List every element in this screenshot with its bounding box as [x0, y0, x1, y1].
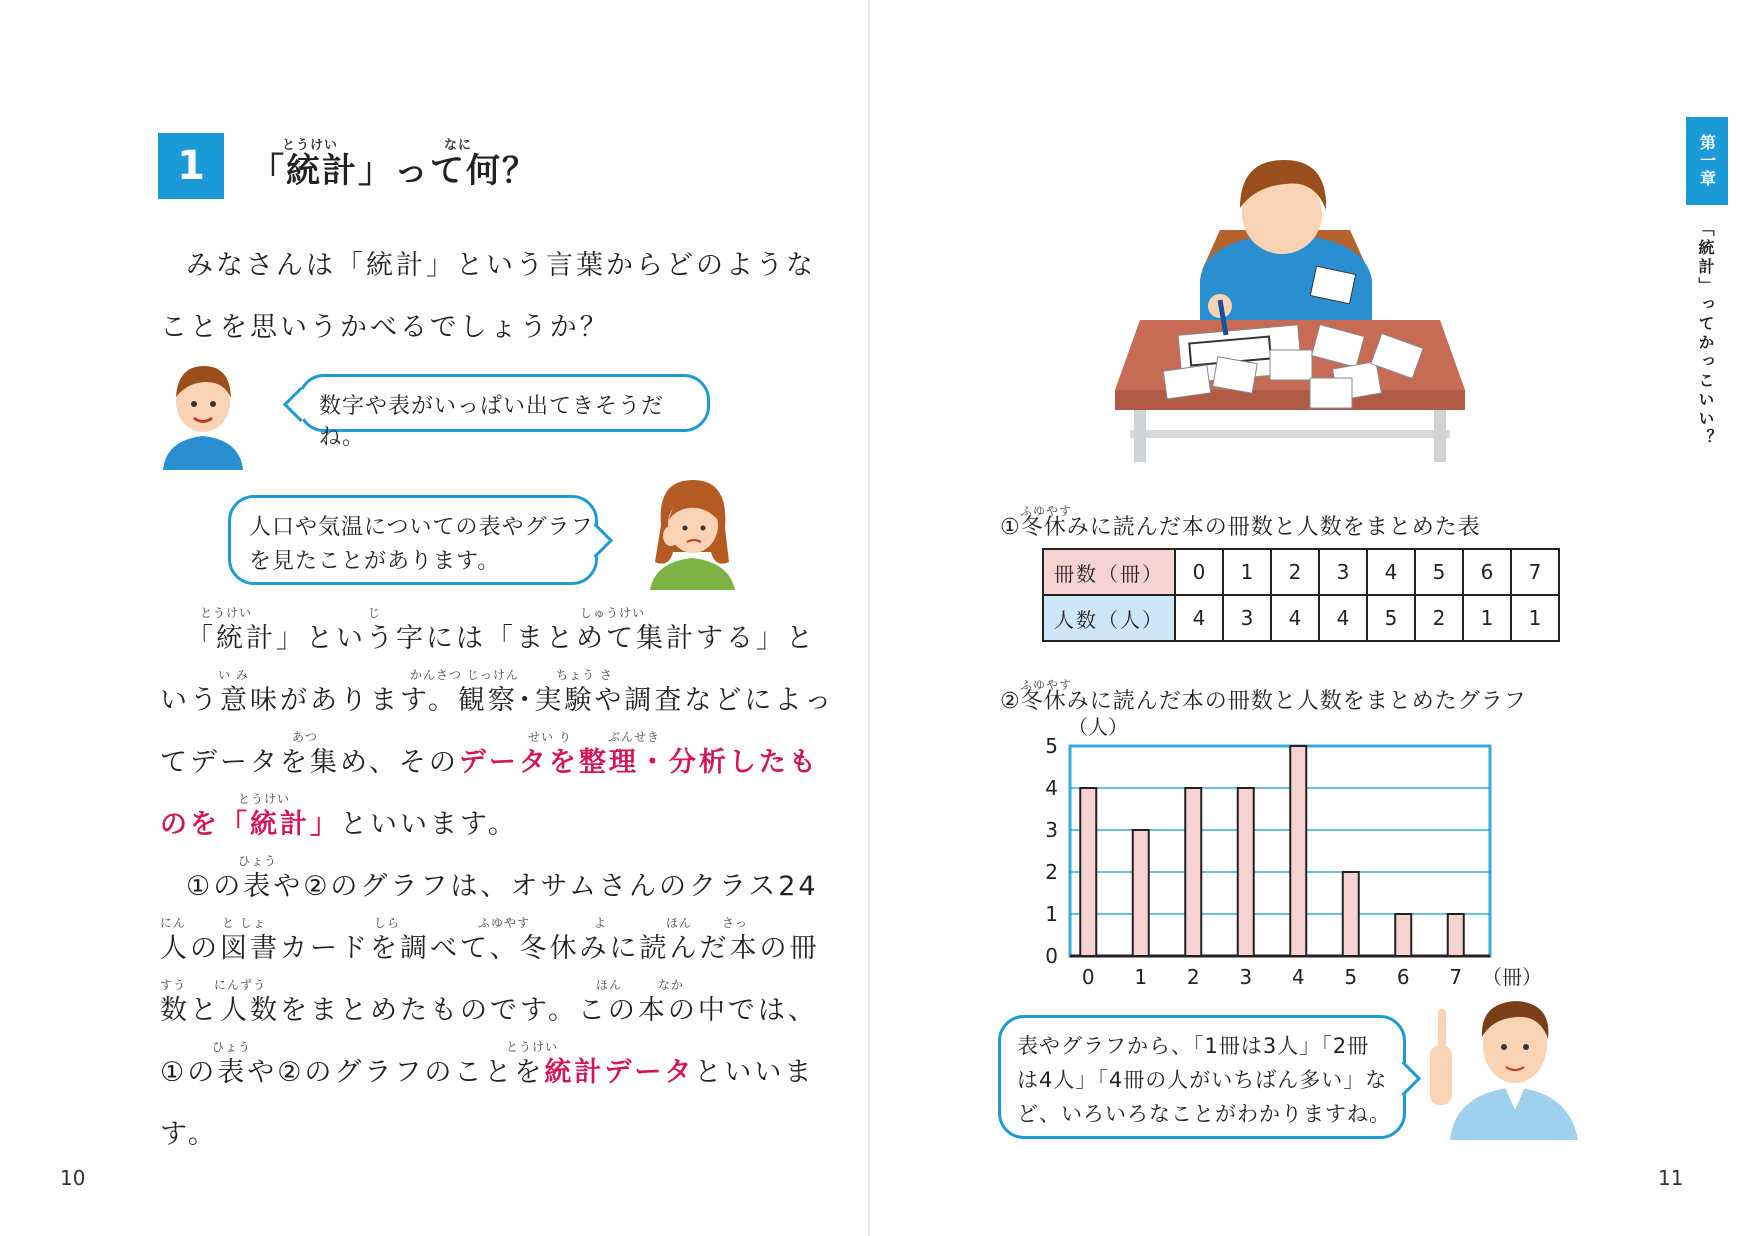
- speech-bubble-teacher: [998, 1015, 1406, 1139]
- table-cell: 3: [1223, 595, 1271, 641]
- ruby: ひょう: [212, 1040, 252, 1054]
- y-tick-label: 3: [1045, 818, 1058, 842]
- bubble-teacher-line-3: ど、いろいろなことがわかりますね。: [1017, 1102, 1391, 1126]
- chapter-tab: 第一章: [1686, 117, 1728, 205]
- table-cell: 4: [1271, 595, 1319, 641]
- boy-avatar: [158, 352, 248, 470]
- teacher-avatar: [1420, 975, 1580, 1140]
- table-cell: 1: [1223, 549, 1271, 595]
- para2-line-3: [160, 740, 819, 779]
- table-cell: 6: [1463, 549, 1511, 595]
- ruby: しゅうけい: [580, 606, 646, 620]
- para3-line-5: す。: [160, 1119, 218, 1150]
- bar: [1185, 788, 1201, 956]
- y-tick-label: 2: [1045, 860, 1058, 884]
- table-cell: 0: [1175, 549, 1223, 595]
- para2-line-2: いう意味があります。観察･実験や調査などによっ: [160, 685, 835, 716]
- ruby: とうけい: [238, 792, 291, 806]
- page-title: 「統計」って何？: [250, 151, 538, 191]
- ruby: ほん: [666, 916, 693, 930]
- ruby: せい り: [528, 730, 572, 744]
- bar-chart: [1040, 715, 1542, 990]
- bar: [1133, 830, 1149, 956]
- ruby: と しょ: [222, 916, 266, 930]
- ruby: ふゆやす: [1020, 678, 1073, 692]
- ruby: ふゆやす: [1020, 504, 1073, 518]
- x-tick-label: 0: [1081, 965, 1095, 989]
- ruby: すう: [160, 978, 187, 992]
- boy-at-desk-illustration: [1110, 130, 1470, 470]
- graph-caption: ②冬休みに読んだ本の冊数と人数をまとめたグラフ: [1000, 689, 1527, 714]
- para3-line-1: ①の表や②のグラフは、オサムさんのクラス24: [186, 871, 819, 902]
- ruby: ぶんせき: [608, 730, 661, 744]
- para3-line-4a: ①の表や②のグラフのことを: [160, 1057, 545, 1088]
- para3-line-2: 人の図書カードを調べて、冬休みに読んだ本の冊: [160, 933, 820, 964]
- x-tick-label: 6: [1396, 965, 1410, 989]
- ruby: にん: [160, 916, 187, 930]
- y-tick-label: 5: [1045, 734, 1058, 758]
- x-tick-label: 5: [1344, 965, 1358, 989]
- y-tick-label: 4: [1045, 776, 1058, 800]
- ruby: ひょう: [238, 854, 278, 868]
- intro-line-2: ことを思いうかべるでしょうか？: [160, 312, 610, 343]
- table-cell: 5: [1415, 549, 1463, 595]
- emphasis-text: データを整理・分析したも: [458, 747, 819, 778]
- table-header-books: 冊数（冊）: [1043, 549, 1175, 595]
- table-cell: 5: [1367, 595, 1415, 641]
- bar: [1290, 746, 1306, 956]
- bubble-teacher-line-1: 表やグラフから、「1冊は3人」「2冊: [1017, 1034, 1370, 1058]
- table-cell: 2: [1415, 595, 1463, 641]
- stats-table: [1042, 548, 1560, 642]
- table-cell: 4: [1319, 595, 1367, 641]
- ruby: なか: [658, 978, 685, 992]
- ruby: ちょう さ: [556, 668, 613, 682]
- x-tick-label: 1: [1134, 965, 1148, 989]
- page-number-left: 10: [60, 1166, 86, 1190]
- table-cell: 7: [1511, 549, 1559, 595]
- bubble-girl-line-1: 人口や気温についての表やグラフ: [249, 515, 594, 540]
- bar: [1080, 788, 1096, 956]
- y-axis-label: （人）: [1068, 715, 1128, 739]
- para2-line-4b: といいます。: [340, 809, 518, 840]
- emphasis-text: 統計データ: [544, 1057, 695, 1088]
- x-tick-label: 4: [1291, 965, 1305, 989]
- ruby: い み: [218, 668, 249, 682]
- x-tick-label: 2: [1186, 965, 1200, 989]
- chapter-title: 「統計」ってかっこいい？: [1696, 220, 1715, 448]
- y-tick-label: 0: [1045, 944, 1058, 968]
- ruby: とうけい: [506, 1040, 559, 1054]
- table-row-books: [1043, 549, 1559, 595]
- table-cell: 4: [1175, 595, 1223, 641]
- ruby: かんさつ じっけん: [410, 668, 519, 682]
- bar: [1395, 914, 1411, 956]
- ruby: さっ: [722, 916, 749, 930]
- table-header-people: 人数（人）: [1043, 595, 1175, 641]
- bar: [1238, 788, 1254, 956]
- ruby: よ: [594, 916, 608, 930]
- girl-avatar: [645, 470, 740, 590]
- section-number: 1: [158, 133, 224, 199]
- table-caption: ①冬休みに読んだ本の冊数と人数をまとめた表: [1000, 515, 1481, 540]
- bar: [1448, 914, 1464, 956]
- table-cell: 1: [1511, 595, 1559, 641]
- para2-line-4: [160, 802, 518, 841]
- bubble-boy-text: 数字や表がいっぱい出てきそうだね。: [319, 394, 665, 450]
- ruby: ふゆやす: [478, 916, 531, 930]
- ruby: とうけい: [200, 606, 253, 620]
- para2-line-3a: てデータを集め、その: [160, 747, 459, 778]
- bubble-girl-line-2: を見たことがあります。: [249, 549, 501, 574]
- ruby: にんずう: [214, 978, 267, 992]
- ruby: しら: [374, 916, 401, 930]
- emphasis-text: のを「統計」: [160, 809, 340, 840]
- para2-line-1: 「統計」という字には「まとめて集計する」と: [186, 623, 816, 654]
- para3-line-4: [160, 1050, 814, 1089]
- heading-ruby-toukei: とうけい: [282, 138, 339, 153]
- para3-line-3: 数と人数をまとめたものです。この本の中では、: [160, 995, 818, 1026]
- bar: [1343, 872, 1359, 956]
- ruby: あつ: [292, 730, 319, 744]
- x-tick-label: 3: [1239, 965, 1253, 989]
- ruby: じ: [368, 606, 382, 620]
- speech-bubble-boy: [298, 374, 710, 450]
- bubble-teacher-line-2: は4人」「4冊の人がいちばん多い」な: [1017, 1068, 1388, 1092]
- table-row-people: [1043, 595, 1559, 641]
- x-axis-label: （冊）: [1482, 965, 1542, 989]
- page-number-right: 11: [1658, 1166, 1684, 1190]
- speech-bubble-girl: [228, 495, 598, 585]
- heading-ruby-nani: なに: [444, 138, 473, 153]
- intro-line-1: みなさんは「統計」という言葉からどのような: [186, 250, 816, 281]
- table-cell: 2: [1271, 549, 1319, 595]
- para3-line-4c: といいま: [694, 1057, 815, 1088]
- table-cell: 4: [1367, 549, 1415, 595]
- ruby: ほん: [596, 978, 623, 992]
- table-cell: 1: [1463, 595, 1511, 641]
- y-tick-label: 1: [1045, 902, 1058, 926]
- table-cell: 3: [1319, 549, 1367, 595]
- x-tick-label: 7: [1449, 965, 1463, 989]
